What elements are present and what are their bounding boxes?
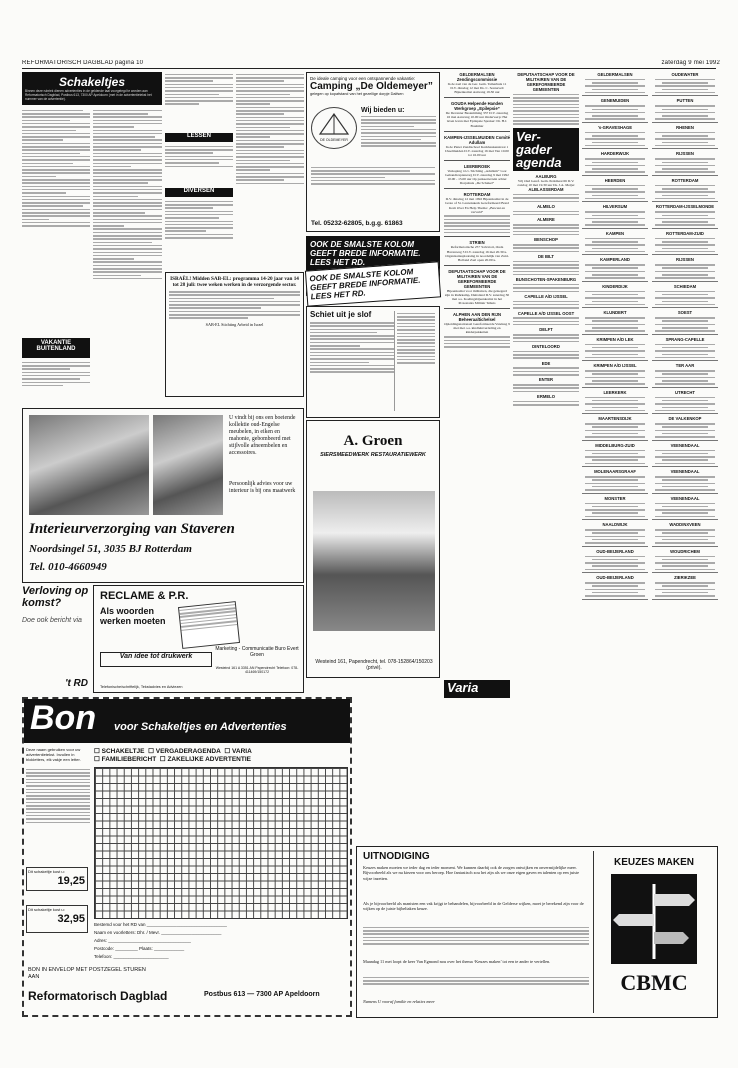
- bon-options: [94, 747, 346, 763]
- meeting-title: MOLENAARSGRAAF: [594, 469, 636, 475]
- meeting-title: OUD-BEIJERLAND: [596, 548, 634, 554]
- meeting-details: [582, 238, 648, 253]
- bon-title: Bon: [30, 699, 97, 737]
- meeting-title: WADDINXVEEN: [669, 522, 701, 528]
- bon-rd: Reformatorisch Dagblad: [28, 989, 168, 1003]
- meeting-details: [582, 185, 648, 200]
- cbmc-block: [593, 851, 714, 1013]
- tent-icon: [312, 108, 356, 138]
- meeting-title: HILVERSUM: [602, 204, 628, 210]
- meeting-details: [582, 344, 648, 359]
- reclame-marketing: Marketing - Communicatie Buro Evert Groen: [215, 646, 299, 658]
- schakeltjes-title: Schakeltjes: [58, 75, 126, 89]
- meeting-title: 's-GRAVESHAGE: [597, 124, 633, 130]
- slof-side: [394, 311, 435, 411]
- meeting-details: [652, 185, 718, 200]
- checkbox-vergaderagenda[interactable]: ☐ VERGADERAGENDA: [148, 748, 221, 755]
- meeting-details: [582, 132, 648, 147]
- schakeltjes-text-col2: [93, 108, 162, 405]
- meeting-title: ZIERIKZEE: [674, 575, 696, 581]
- lessen-text: [165, 144, 233, 186]
- uitnodiging-body2: Als je bijvoorbeeld als manisten een vak krijgt te behandelen, bijvoorbeeld in de Gelderse wijken, moet je berekend zijn voor de wijken op de juiste bijbeltaken keuze.: [363, 901, 584, 912]
- camping-logo: DE OLDEMEYER: [311, 107, 357, 149]
- meeting-title: DE VALKENKOP: [668, 416, 702, 422]
- meeting-details: [652, 556, 718, 571]
- camping-name: Camping „De Oldemeyer”: [310, 81, 433, 92]
- meeting-details: [652, 476, 718, 491]
- field-postcode[interactable]: Postcode: _________ Plaats: ____________: [94, 946, 185, 951]
- camping-ad: [306, 72, 440, 232]
- meeting-title: KAMPERLAND: [600, 257, 630, 263]
- meeting-title: KRIMPEN A/D IJSSEL: [593, 363, 637, 369]
- verloving-body: Doe ook bericht via: [22, 617, 82, 624]
- meeting-title: LEERKERK: [603, 389, 627, 395]
- meeting-details: [652, 397, 718, 412]
- field-adres[interactable]: Adres: _________________________________: [94, 938, 191, 943]
- keuzes-maken: KEUZES MAKEN: [613, 857, 694, 868]
- meeting-details: [652, 582, 718, 597]
- schakeltjes-intro: Binnen deze rubriek dienen advertenties in de geldende taal voorgelegd te worden aan Reformatorisch Dagblad, Postbus 613, 7300 AP Apeldoorn (met in de advertentietekst het nummer van de advertentie).: [25, 89, 152, 101]
- meeting-details: [582, 397, 648, 412]
- schakeltjes-text-col1: [22, 108, 90, 338]
- bon-letter-grid[interactable]: [94, 767, 348, 919]
- page-header-left: REFORMATORISCH DAGBLAD pagina 10: [22, 60, 144, 66]
- meeting-title: GENEMUIDEN: [600, 98, 630, 104]
- meeting-title: SOEST: [677, 310, 693, 316]
- groen-name: A. Groen: [343, 433, 403, 449]
- meeting-details: [652, 344, 718, 359]
- reclame-address: Westeind 161 A 3351 AN Papendrecht Telefoon: 078-411469/150172: [215, 666, 299, 674]
- staveren-address: Noordsingel 51, 3035 BJ Rotterdam: [29, 543, 192, 555]
- bon-subtitle: voor Schakeltjes en Advertenties: [114, 721, 287, 733]
- meeting-title: SCHIEDAM: [673, 283, 697, 289]
- meeting-title: KAMPEN: [605, 230, 625, 236]
- keuzes-illustration: [611, 874, 697, 964]
- meeting-details: [582, 503, 648, 518]
- meeting-title: MONSTER: [604, 495, 626, 501]
- uitnodiging-ad: [356, 846, 718, 1018]
- meeting-details: [652, 211, 718, 226]
- meeting-details: [652, 105, 718, 120]
- meeting-details: [582, 556, 648, 571]
- meeting-details: [652, 132, 718, 147]
- reclame-ad: [93, 585, 304, 693]
- bon-side-text: Deze naam gebruiken voor uw advertentietekst. Invullen in blokletters, elk vakje een letter.: [26, 747, 81, 762]
- schakeltjes-text-col4: [236, 72, 304, 269]
- meeting-details: [582, 211, 648, 226]
- camping-intro: De ideale camping voor een ontspannende vakantie:: [310, 76, 416, 81]
- bon-bottom: BON IN ENVELOP MET POSTZEGEL STUREN AAN: [28, 967, 146, 980]
- meeting-title: HARDERWIJK: [600, 151, 630, 157]
- camping-phone: Tel. 05232-62805, b.g.g. 61863: [311, 220, 403, 227]
- meeting-details: [582, 158, 648, 173]
- uitnodiging-title: UITNODIGING: [363, 851, 430, 862]
- checkbox-zakelijke[interactable]: ☐ ZAKELIJKE ADVERTENTIE: [159, 756, 251, 763]
- reclame-paper: [178, 601, 240, 649]
- staveren-tel: Tel. 010-4660949: [29, 561, 107, 573]
- meeting-details: [582, 450, 648, 465]
- meeting-title: SPRANG-CAPELLE: [665, 336, 705, 342]
- meeting-details: [582, 582, 648, 597]
- price-box-2: Dit schakeltje kost u: 32,95: [26, 905, 88, 933]
- israel-ad: [165, 272, 304, 397]
- meeting-title: RHENEN: [676, 124, 694, 130]
- meeting-details: [652, 238, 718, 253]
- meeting-details: [652, 370, 718, 385]
- meeting-details: [652, 503, 718, 518]
- meeting-title: TER AAR: [675, 363, 695, 369]
- meeting-title: WOUDRICHEM: [670, 548, 700, 554]
- field-telefoon[interactable]: Telefoon: ______________________: [94, 954, 169, 959]
- verloving-title: Verloving op komst?: [22, 585, 89, 609]
- meeting-details: [582, 105, 648, 120]
- meeting-details: [652, 423, 718, 438]
- reclame-footer: Telefonische/schriftelijk, Tekstadvies en Adviezen: [100, 685, 183, 689]
- field-bestemd[interactable]: Bestemd voor het RD van ________________________________: [94, 922, 227, 927]
- staveren-quote: U vindt bij ons een boeiende kollektie oud-Engelse meubelen, in eiken en mahonie, gebombeerd met stijlvolle afneembelen en accessoires.: [229, 415, 296, 456]
- brede-info-tilted: OOK DE SMALSTE KOLOM GEEFT BREDE INFORMATIE. LEES HET RD.: [305, 261, 441, 306]
- reclame-cta: Van idee tot drukwerk: [100, 652, 212, 667]
- meeting-title: GELDERMALSEN: [597, 72, 633, 77]
- meeting-details: [582, 423, 648, 438]
- meeting-details: [652, 158, 718, 173]
- cbmc-logo: CBMC: [620, 970, 688, 995]
- meetings-col-2: DEPUTAATSCHAP VOOR DE MILITAIREN VAN DE GEREFORMEERDE GEMEENTEN Ver- gader agenda AALBURG Vrij Oud Geref. Gem. Perkmaat 66 D.V. zondag 10 mei 19.30 uur Ds. J.A. Meijer ALBLASSERDAM ALMELO ALMERE BENSCHOP DE BILT BUNSCHOTEN-SPAKENBURG CAPELLE A/D IJSSEL CAPELLE A/D IJSSEL OOST DELFT DINTELOORD EDE ENTER ERMELO: [513, 72, 579, 1002]
- meeting-title: NAALDWIJK: [602, 522, 628, 528]
- signpost-icon: [611, 874, 697, 964]
- bon-banner: [24, 699, 350, 743]
- meeting-details: [582, 291, 648, 306]
- meetings-col-4: [652, 72, 718, 842]
- meeting-details: [582, 476, 648, 491]
- vakantie-banner: VAKANTIE BUITENLAND: [22, 338, 90, 358]
- header-rule: [22, 68, 716, 69]
- uitnodiging-body: Keuzes maken moeten we ieder dag en ieder moment. We kunnen daarbij ook de zorgen ontwijken en onvermijdelijke meer. Bijvoorbeeld als we nu kiezen voor ons beroep. Hoe fantastisch zou het zijn als we onze eigen gaven en talenten op een juiste wijze inzetten.: [363, 865, 580, 881]
- meeting-title: VEENENDAAL: [670, 442, 700, 448]
- meeting-title: OUDEWATER: [671, 72, 699, 77]
- meeting-title: RIJSSEN: [676, 151, 694, 157]
- meeting-details: [652, 317, 718, 332]
- meeting-title: HEERDEN: [604, 177, 626, 183]
- uitnodiging-sign: Namens U vooraf familie en relaties meer: [363, 999, 435, 1004]
- page-header-right: zaterdag 9 mei 1992: [661, 60, 720, 66]
- meeting-title: ROTTERDAM-ZUID: [666, 230, 704, 236]
- meeting-details: [652, 264, 718, 279]
- meeting-details: [652, 529, 718, 544]
- meeting-title: PUTTEN: [676, 98, 694, 104]
- verloving-rd: 't RD: [65, 678, 88, 689]
- gate-photo: [313, 491, 435, 631]
- furniture-photo-2: [153, 415, 223, 515]
- field-naam[interactable]: Naam en voorletters: Dhr. / Mevr. ________________________: [94, 930, 222, 935]
- groen-sub: SIERSMEEDWERK RESTAURATIEWERK: [320, 452, 426, 458]
- reclame-title: RECLAME & P.R.: [100, 590, 189, 602]
- schakeltjes-text-col3a: [165, 72, 233, 132]
- staveren-quote2: Persoonlijk advies voor uw interieur is bij ons maatwerk: [229, 481, 296, 494]
- diversen-banner: DIVERSEN: [165, 188, 233, 197]
- bon-fields: [94, 921, 346, 961]
- slof-title: Schiet uit je slof: [310, 310, 372, 319]
- verloving-ad: [22, 585, 90, 693]
- vergader-agenda-banner: Ver- gader agenda: [513, 128, 579, 171]
- meeting-details: [582, 79, 648, 94]
- meeting-title: MIDDELBURG-ZUID: [595, 442, 635, 448]
- price-box-1: Dit schakeltje kost u: 19,25: [26, 867, 88, 891]
- meetings-col-3: [582, 72, 648, 842]
- slof-ad: [306, 306, 440, 418]
- vakantie-text: [22, 360, 90, 405]
- bon-coupon: [22, 697, 352, 1017]
- schakeltjes-banner: [22, 72, 162, 105]
- camping-sub: gelegen op kopafstand van het gezellige dorpje Dalfsen: [310, 92, 404, 96]
- meeting-title: VEENENDAAL: [670, 495, 700, 501]
- reclame-sub: Als woorden werken moeten: [100, 606, 166, 626]
- varia-banner: Varia: [444, 680, 510, 698]
- meeting-title: KRIMPEN A/D LEK: [596, 336, 634, 342]
- uitnodiging-body3: Maandag 11 mei loopt de keer Van Egmond nou over het thema ‘Keuzes maken’ tot een te ander te vertellen.: [363, 959, 551, 964]
- groen-address: Westeind 161, Papendrecht, tel. 078-152864/150203 (privé).: [315, 659, 433, 671]
- meeting-title: MAARTENSDIJK: [598, 416, 632, 422]
- meeting-details: [582, 370, 648, 385]
- meeting-details: [652, 79, 718, 94]
- meeting-details: [582, 317, 648, 332]
- staveren-title: Interieurverzorging van Staveren: [29, 521, 235, 537]
- meeting-details: [652, 291, 718, 306]
- meeting-title: UTRECHT: [674, 389, 695, 395]
- lessen-banner: LESSEN: [165, 133, 233, 142]
- groen-ad: [306, 420, 440, 678]
- camping-welcome: Wij bieden u:: [361, 107, 436, 149]
- meeting-details: [582, 529, 648, 544]
- bon-postbus: Postbus 613 — 7300 AP Apeldoorn: [204, 991, 320, 998]
- brede-info-text: OOK DE SMALSTE KOLOM GEEFT BREDE INFORMATIE. LEES HET RD.: [310, 240, 421, 267]
- meeting-details: [582, 264, 648, 279]
- meeting-title: OUD-BEIJERLAND: [596, 575, 634, 581]
- meetings-col-1: GELDERMALSEN Zendingscommissie In de zaal van de Ger. Gem. Tamarhuis 11 D.V. dinsdag 12 mei Ds. C. Sonnevelt Bijeenkomst Aanvang 19.30 uur GOUDA Helpende Handen Werkgroep „Epilepsie” De Deventer Bestemming 337 D.V. zaterdag 16 mei Aanvang 10.00 uur Onderwerp: Het leven leven met Epilepsie Spreker: Dr. H.J. Bouhmar KAMPEN-IJSSELMUIDEN Comité Adullam In de Pieter Zandtschool Kerkbeukenstraat 1 IJsselmuiden D.V. zaterdag 16 mei Van 10.00 tot 16.00 uur LEERBROEK Verkoping t.b.v. Stichting „Adullam” voor Gehandicaptenzorg D.V. zaterdag 9 mei 1992 10.00 - 15.00 uur Op parkeerterrein achter Dorpshuis „De Schakel” ROTTERDAM D.V. dinsdag 12 mei 1992 Bijeenkomst in de Grote of St. Laurenskerk Gereformeerd Bond Kom Over En Help Thema: „Bewust en vervuld” STRIEN Reformatorische 25+ Salvatori, Ouda Havenweg 3 D.V. zaterdag 16 mei 20.30 u. Organisatiesplaatsing in noordelijk van Zuid-Holland Zaal open 20.00 u. DEPUTAATSCHAP VOOR DE MILITAIREN VAN DE GEREFORMEERDE GEMEENTEN Bijeenkomst voor militairen, die geleegerd zijn in Ruhrkamp, Duitsland D.V. zaterdag 30 mei a.s. Koelingsbijeenkomst in het Protestants Militair Tehuis ALPHEN AAN DEN RIJN Beheeraaltichelsel Opleidingsnationaal Gereformeerde Vandaag 9 mei met o.a. kindleinverdeling en kinderpakketten: [444, 72, 510, 1002]
- checkbox-familiebericht[interactable]: ☐ FAMILIEBERICHT: [94, 756, 157, 763]
- furniture-photo-1: [29, 415, 149, 515]
- meeting-title: ROTTERDAM-IJSSELMONDE: [655, 204, 715, 210]
- meeting-title: VEENENDAAL: [670, 469, 700, 475]
- checkbox-varia[interactable]: ☐ VARIA: [224, 748, 252, 755]
- meeting-title: KLUNDERT: [603, 310, 627, 316]
- israel-title: ISRAËL! Midden SAB-EL: programma 14-20 jaar van 14 tot 28 juli: twee weken werken in de verzorgende sector.: [170, 276, 299, 288]
- israel-org: SAB-EL Stichting Arbeid in Israel: [205, 321, 264, 327]
- checkbox-schakeltje[interactable]: ☐ SCHAKELTJE: [94, 748, 145, 755]
- meeting-title: KINDERDIJK: [602, 283, 628, 289]
- meeting-details: [652, 450, 718, 465]
- meeting-title: ROTTERDAM: [671, 177, 699, 183]
- meeting-title: RIJSSEN: [676, 257, 694, 263]
- diversen-text: [165, 199, 233, 269]
- staveren-ad: [22, 408, 304, 583]
